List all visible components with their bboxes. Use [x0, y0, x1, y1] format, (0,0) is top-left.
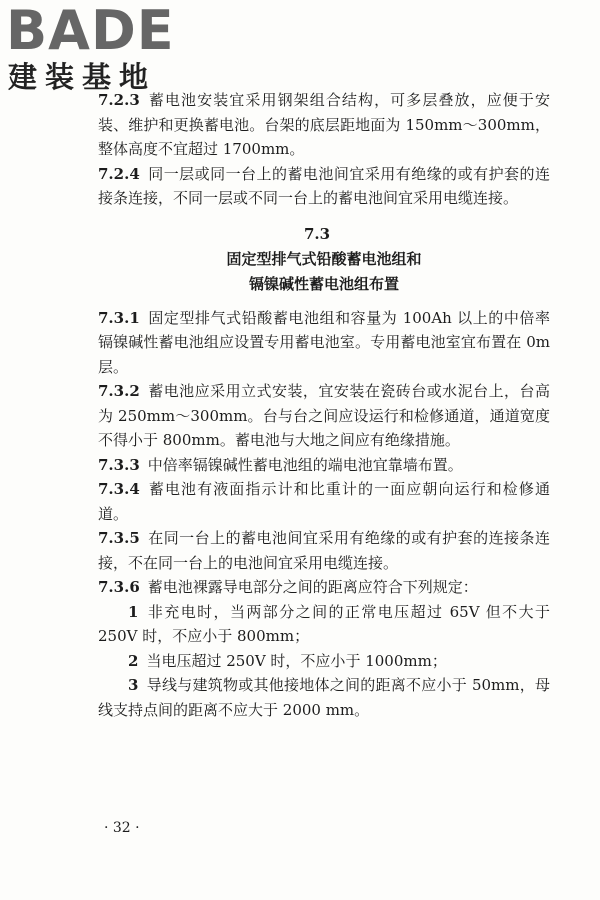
clause-7-3-5	[98, 526, 550, 575]
item-text: 非充电时，当两部分之间的正常电压超过 65V 但不大于 250V 时，不应小于 800mm；	[98, 602, 550, 645]
clause-text: 蓄电池安装宜采用钢架组合结构，可多层叠放，应便于安装、维护和更换蓄电池。台架的底层距地面为 150mm～300mm，整体高度不宜超过 1700mm。	[98, 91, 550, 158]
clause-number: 7.3.3	[98, 455, 140, 474]
clause-number: 7.3.4	[98, 480, 140, 498]
section-title-line2: 镉镍碱性蓄电池组布置	[248, 274, 399, 293]
clause-number: 7.3.6	[98, 578, 140, 596]
clause-7-2-4	[98, 162, 550, 211]
clause-7-3-6	[98, 575, 550, 600]
clause-number: 7.3.5	[98, 529, 140, 547]
document-body	[98, 88, 550, 722]
bade-logo	[6, 0, 186, 96]
clause-number: 7.3.2	[98, 382, 140, 400]
item-number: 3	[128, 676, 139, 694]
clause-text: 在同一台上的蓄电池间宜采用有绝缘的或有护套的连接条连接，不在同一台上的电池间宜采用电缆连接。	[98, 529, 550, 572]
clause-text: 同一层或同一台上的蓄电池间宜采用有绝缘的或有护套的连接条连接，不同一层或不同一台上的蓄电池间宜采用电缆连接。	[98, 164, 550, 207]
item-number: 2	[128, 651, 139, 670]
section-title-line1: 固定型排气式铅酸蓄电池组和	[226, 249, 422, 268]
clause-7-3-4	[98, 477, 550, 526]
clause-text: 蓄电池应采用立式安装，宜安装在瓷砖台或水泥台上，台高为 250mm～300mm。台与台之间应设运行和检修通道，通道宽度不得小于 800mm。蓄电池与大地之间应有绝缘措施。	[98, 382, 550, 449]
clause-7-3-1	[98, 306, 550, 380]
item-text: 当电压超过 250V 时，不应小于 1000mm；	[146, 651, 447, 670]
list-item	[98, 600, 550, 649]
section-number: 7.3	[303, 224, 331, 243]
logo-wordmark: BADE	[6, 0, 175, 62]
clause-text: 蓄电池有液面指示计和比重计的一面应朝向运行和检修通道。	[98, 480, 550, 523]
section-heading	[98, 222, 550, 297]
clause-text: 蓄电池裸露导电部分之间的距离应符合下列规定：	[147, 578, 478, 596]
clause-number: 7.2.4	[98, 164, 140, 183]
clause-number: 7.3.1	[98, 308, 140, 327]
item-number: 1	[128, 602, 139, 621]
clause-7-2-3	[98, 88, 550, 162]
list-item	[98, 649, 550, 674]
item-text: 导线与建筑物或其他接地体之间的距离不应小于 50mm，母线支持点间的距离不应大于 2000 mm。	[98, 676, 550, 719]
page-number: · 32 ·	[104, 820, 140, 836]
clause-7-3-3	[98, 453, 550, 478]
clause-text: 固定型排气式铅酸蓄电池组和容量为 100Ah 以上的中倍率镉镍碱性蓄电池组应设置专用蓄电池室。专用蓄电池室宜布置在 0m 层。	[98, 308, 550, 376]
list-item	[98, 673, 550, 722]
logo-subtitle: 建装基地	[8, 60, 157, 94]
clause-number: 7.2.3	[98, 91, 140, 109]
clause-text: 中倍率镉镍碱性蓄电池组的端电池宜靠墙布置。	[147, 455, 463, 474]
clause-7-3-2	[98, 379, 550, 453]
